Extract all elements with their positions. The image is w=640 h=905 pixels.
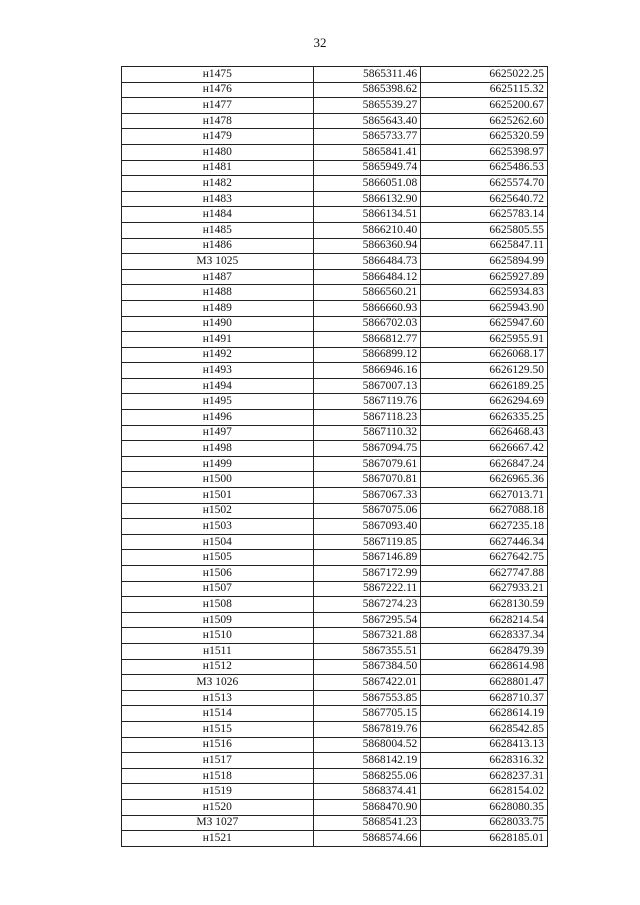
point-name-cell: н1508 bbox=[122, 597, 314, 613]
table-row bbox=[122, 799, 548, 815]
y-coordinate-cell: 6627933.21 bbox=[421, 581, 548, 597]
y-coordinate-cell: 6626068.17 bbox=[421, 347, 548, 363]
y-coordinate-cell: 6625783.14 bbox=[421, 207, 548, 223]
table-row bbox=[122, 690, 548, 706]
point-name-cell: н1493 bbox=[122, 363, 314, 379]
y-coordinate-cell: 6627642.75 bbox=[421, 550, 548, 566]
x-coordinate-cell: 5867146.89 bbox=[313, 550, 421, 566]
x-coordinate-cell: 5866210.40 bbox=[313, 222, 421, 238]
coordinates-table-body bbox=[122, 67, 548, 847]
y-coordinate-cell: 6628154.02 bbox=[421, 784, 548, 800]
table-row bbox=[122, 316, 548, 332]
x-coordinate-cell: 5868374.41 bbox=[313, 784, 421, 800]
x-coordinate-cell: 5866484.12 bbox=[313, 269, 421, 285]
y-coordinate-cell: 6628033.75 bbox=[421, 815, 548, 831]
point-name-cell: н1477 bbox=[122, 98, 314, 114]
y-coordinate-cell: 6625943.90 bbox=[421, 300, 548, 316]
table-row bbox=[122, 67, 548, 83]
y-coordinate-cell: 6627747.88 bbox=[421, 566, 548, 582]
point-name-cell: н1519 bbox=[122, 784, 314, 800]
table-row bbox=[122, 113, 548, 129]
point-name-cell: н1511 bbox=[122, 643, 314, 659]
y-coordinate-cell: 6625200.67 bbox=[421, 98, 548, 114]
y-coordinate-cell: 6626294.69 bbox=[421, 394, 548, 410]
x-coordinate-cell: 5867119.76 bbox=[313, 394, 421, 410]
y-coordinate-cell: 6625927.89 bbox=[421, 269, 548, 285]
table-row bbox=[122, 300, 548, 316]
point-name-cell: н1497 bbox=[122, 425, 314, 441]
y-coordinate-cell: 6628614.19 bbox=[421, 706, 548, 722]
table-row bbox=[122, 706, 548, 722]
x-coordinate-cell: 5867093.40 bbox=[313, 519, 421, 535]
x-coordinate-cell: 5868255.06 bbox=[313, 768, 421, 784]
point-name-cell: н1521 bbox=[122, 831, 314, 847]
point-name-cell: н1520 bbox=[122, 799, 314, 815]
y-coordinate-cell: 6625262.60 bbox=[421, 113, 548, 129]
y-coordinate-cell: 6628080.35 bbox=[421, 799, 548, 815]
y-coordinate-cell: 6625805.55 bbox=[421, 222, 548, 238]
table-row bbox=[122, 82, 548, 98]
y-coordinate-cell: 6628337.34 bbox=[421, 628, 548, 644]
y-coordinate-cell: 6625894.99 bbox=[421, 254, 548, 270]
y-coordinate-cell: 6626189.25 bbox=[421, 378, 548, 394]
y-coordinate-cell: 6626965.36 bbox=[421, 472, 548, 488]
point-name-cell: н1499 bbox=[122, 456, 314, 472]
point-name-cell: н1510 bbox=[122, 628, 314, 644]
y-coordinate-cell: 6628130.59 bbox=[421, 597, 548, 613]
y-coordinate-cell: 6625115.32 bbox=[421, 82, 548, 98]
point-name-cell: н1475 bbox=[122, 67, 314, 83]
y-coordinate-cell: 6628801.47 bbox=[421, 675, 548, 691]
y-coordinate-cell: 6628479.39 bbox=[421, 643, 548, 659]
table-row bbox=[122, 425, 548, 441]
point-name-cell: н1515 bbox=[122, 721, 314, 737]
table-row bbox=[122, 659, 548, 675]
table-row bbox=[122, 519, 548, 535]
x-coordinate-cell: 5867553.85 bbox=[313, 690, 421, 706]
x-coordinate-cell: 5865539.27 bbox=[313, 98, 421, 114]
point-name-cell: н1496 bbox=[122, 410, 314, 426]
point-name-cell: н1483 bbox=[122, 191, 314, 207]
y-coordinate-cell: 6625022.25 bbox=[421, 67, 548, 83]
table-row bbox=[122, 815, 548, 831]
x-coordinate-cell: 5867172.99 bbox=[313, 566, 421, 582]
y-coordinate-cell: 6627088.18 bbox=[421, 503, 548, 519]
point-name-cell: н1486 bbox=[122, 238, 314, 254]
point-name-cell: н1488 bbox=[122, 285, 314, 301]
table-row bbox=[122, 176, 548, 192]
point-name-cell: н1502 bbox=[122, 503, 314, 519]
x-coordinate-cell: 5867274.23 bbox=[313, 597, 421, 613]
x-coordinate-cell: 5865643.40 bbox=[313, 113, 421, 129]
point-name-cell: н1480 bbox=[122, 144, 314, 160]
x-coordinate-cell: 5865733.77 bbox=[313, 129, 421, 145]
x-coordinate-cell: 5868142.19 bbox=[313, 753, 421, 769]
table-row bbox=[122, 441, 548, 457]
point-name-cell: н1505 bbox=[122, 550, 314, 566]
table-row bbox=[122, 488, 548, 504]
table-row bbox=[122, 207, 548, 223]
point-name-cell: н1504 bbox=[122, 534, 314, 550]
table-row bbox=[122, 581, 548, 597]
y-coordinate-cell: 6625486.53 bbox=[421, 160, 548, 176]
point-name-cell: н1478 bbox=[122, 113, 314, 129]
point-name-cell: н1507 bbox=[122, 581, 314, 597]
table-row bbox=[122, 160, 548, 176]
y-coordinate-cell: 6625934.83 bbox=[421, 285, 548, 301]
table-row bbox=[122, 347, 548, 363]
table-row bbox=[122, 768, 548, 784]
x-coordinate-cell: 5865311.46 bbox=[313, 67, 421, 83]
x-coordinate-cell: 5867075.06 bbox=[313, 503, 421, 519]
table-row bbox=[122, 612, 548, 628]
x-coordinate-cell: 5865398.62 bbox=[313, 82, 421, 98]
x-coordinate-cell: 5867067.33 bbox=[313, 488, 421, 504]
x-coordinate-cell: 5868470.90 bbox=[313, 799, 421, 815]
table-row bbox=[122, 721, 548, 737]
point-name-cell: н1485 bbox=[122, 222, 314, 238]
x-coordinate-cell: 5866484.73 bbox=[313, 254, 421, 270]
x-coordinate-cell: 5866899.12 bbox=[313, 347, 421, 363]
y-coordinate-cell: 6627235.18 bbox=[421, 519, 548, 535]
x-coordinate-cell: 5867384.50 bbox=[313, 659, 421, 675]
y-coordinate-cell: 6627013.71 bbox=[421, 488, 548, 504]
table-row bbox=[122, 98, 548, 114]
table-row bbox=[122, 566, 548, 582]
table-row bbox=[122, 394, 548, 410]
table-row bbox=[122, 472, 548, 488]
x-coordinate-cell: 5867422.01 bbox=[313, 675, 421, 691]
table-row bbox=[122, 363, 548, 379]
point-name-cell: н1482 bbox=[122, 176, 314, 192]
x-coordinate-cell: 5865949.74 bbox=[313, 160, 421, 176]
y-coordinate-cell: 6628542.85 bbox=[421, 721, 548, 737]
x-coordinate-cell: 5865841.41 bbox=[313, 144, 421, 160]
x-coordinate-cell: 5866812.77 bbox=[313, 332, 421, 348]
y-coordinate-cell: 6626468.43 bbox=[421, 425, 548, 441]
x-coordinate-cell: 5866946.16 bbox=[313, 363, 421, 379]
x-coordinate-cell: 5866134.51 bbox=[313, 207, 421, 223]
point-name-cell: н1492 bbox=[122, 347, 314, 363]
point-name-cell: н1476 bbox=[122, 82, 314, 98]
table-row bbox=[122, 784, 548, 800]
x-coordinate-cell: 5866660.93 bbox=[313, 300, 421, 316]
table-row bbox=[122, 643, 548, 659]
point-name-cell: МЗ 1026 bbox=[122, 675, 314, 691]
y-coordinate-cell: 6628237.31 bbox=[421, 768, 548, 784]
x-coordinate-cell: 5867355.51 bbox=[313, 643, 421, 659]
y-coordinate-cell: 6626129.50 bbox=[421, 363, 548, 379]
table-row bbox=[122, 597, 548, 613]
point-name-cell: н1516 bbox=[122, 737, 314, 753]
table-row bbox=[122, 831, 548, 847]
point-name-cell: н1513 bbox=[122, 690, 314, 706]
table-row bbox=[122, 269, 548, 285]
y-coordinate-cell: 6628214.54 bbox=[421, 612, 548, 628]
table-row bbox=[122, 254, 548, 270]
table-row bbox=[122, 378, 548, 394]
x-coordinate-cell: 5866132.90 bbox=[313, 191, 421, 207]
y-coordinate-cell: 6627446.34 bbox=[421, 534, 548, 550]
point-name-cell: н1509 bbox=[122, 612, 314, 628]
y-coordinate-cell: 6628185.01 bbox=[421, 831, 548, 847]
y-coordinate-cell: 6625640.72 bbox=[421, 191, 548, 207]
x-coordinate-cell: 5866051.08 bbox=[313, 176, 421, 192]
table-row bbox=[122, 332, 548, 348]
x-coordinate-cell: 5868574.66 bbox=[313, 831, 421, 847]
point-name-cell: н1495 bbox=[122, 394, 314, 410]
x-coordinate-cell: 5868004.52 bbox=[313, 737, 421, 753]
table-row bbox=[122, 191, 548, 207]
point-name-cell: н1518 bbox=[122, 768, 314, 784]
table-row bbox=[122, 737, 548, 753]
table-row bbox=[122, 675, 548, 691]
y-coordinate-cell: 6628316.32 bbox=[421, 753, 548, 769]
table-row bbox=[122, 144, 548, 160]
table-row bbox=[122, 753, 548, 769]
point-name-cell: н1491 bbox=[122, 332, 314, 348]
x-coordinate-cell: 5868541.23 bbox=[313, 815, 421, 831]
table-row bbox=[122, 628, 548, 644]
point-name-cell: н1489 bbox=[122, 300, 314, 316]
point-name-cell: н1512 bbox=[122, 659, 314, 675]
point-name-cell: н1514 bbox=[122, 706, 314, 722]
point-name-cell: н1490 bbox=[122, 316, 314, 332]
point-name-cell: н1503 bbox=[122, 519, 314, 535]
x-coordinate-cell: 5867094.75 bbox=[313, 441, 421, 457]
y-coordinate-cell: 6625398.97 bbox=[421, 144, 548, 160]
x-coordinate-cell: 5866560.21 bbox=[313, 285, 421, 301]
x-coordinate-cell: 5867321.88 bbox=[313, 628, 421, 644]
x-coordinate-cell: 5866702.03 bbox=[313, 316, 421, 332]
page-number: 32 bbox=[313, 35, 327, 50]
table-row bbox=[122, 534, 548, 550]
x-coordinate-cell: 5867295.54 bbox=[313, 612, 421, 628]
x-coordinate-cell: 5867119.85 bbox=[313, 534, 421, 550]
y-coordinate-cell: 6628710.37 bbox=[421, 690, 548, 706]
point-name-cell: н1487 bbox=[122, 269, 314, 285]
x-coordinate-cell: 5867110.32 bbox=[313, 425, 421, 441]
y-coordinate-cell: 6625320.59 bbox=[421, 129, 548, 145]
x-coordinate-cell: 5866360.94 bbox=[313, 238, 421, 254]
y-coordinate-cell: 6625847.11 bbox=[421, 238, 548, 254]
table-row bbox=[122, 410, 548, 426]
y-coordinate-cell: 6625955.91 bbox=[421, 332, 548, 348]
table-row bbox=[122, 222, 548, 238]
point-name-cell: н1506 bbox=[122, 566, 314, 582]
x-coordinate-cell: 5867819.76 bbox=[313, 721, 421, 737]
y-coordinate-cell: 6626335.25 bbox=[421, 410, 548, 426]
y-coordinate-cell: 6628413.13 bbox=[421, 737, 548, 753]
point-name-cell: н1517 bbox=[122, 753, 314, 769]
coordinates-table bbox=[121, 66, 548, 847]
point-name-cell: МЗ 1025 bbox=[122, 254, 314, 270]
y-coordinate-cell: 6626667.42 bbox=[421, 441, 548, 457]
x-coordinate-cell: 5867007.13 bbox=[313, 378, 421, 394]
y-coordinate-cell: 6625574.70 bbox=[421, 176, 548, 192]
point-name-cell: н1479 bbox=[122, 129, 314, 145]
point-name-cell: н1500 bbox=[122, 472, 314, 488]
point-name-cell: н1484 bbox=[122, 207, 314, 223]
x-coordinate-cell: 5867222.11 bbox=[313, 581, 421, 597]
table-row bbox=[122, 503, 548, 519]
table-row bbox=[122, 285, 548, 301]
x-coordinate-cell: 5867118.23 bbox=[313, 410, 421, 426]
y-coordinate-cell: 6628614.98 bbox=[421, 659, 548, 675]
table-row bbox=[122, 550, 548, 566]
point-name-cell: н1481 bbox=[122, 160, 314, 176]
y-coordinate-cell: 6626847.24 bbox=[421, 456, 548, 472]
point-name-cell: н1494 bbox=[122, 378, 314, 394]
point-name-cell: н1498 bbox=[122, 441, 314, 457]
table-row bbox=[122, 129, 548, 145]
x-coordinate-cell: 5867705.15 bbox=[313, 706, 421, 722]
x-coordinate-cell: 5867070.81 bbox=[313, 472, 421, 488]
table-row bbox=[122, 456, 548, 472]
y-coordinate-cell: 6625947.60 bbox=[421, 316, 548, 332]
point-name-cell: н1501 bbox=[122, 488, 314, 504]
table-row bbox=[122, 238, 548, 254]
point-name-cell: МЗ 1027 bbox=[122, 815, 314, 831]
x-coordinate-cell: 5867079.61 bbox=[313, 456, 421, 472]
